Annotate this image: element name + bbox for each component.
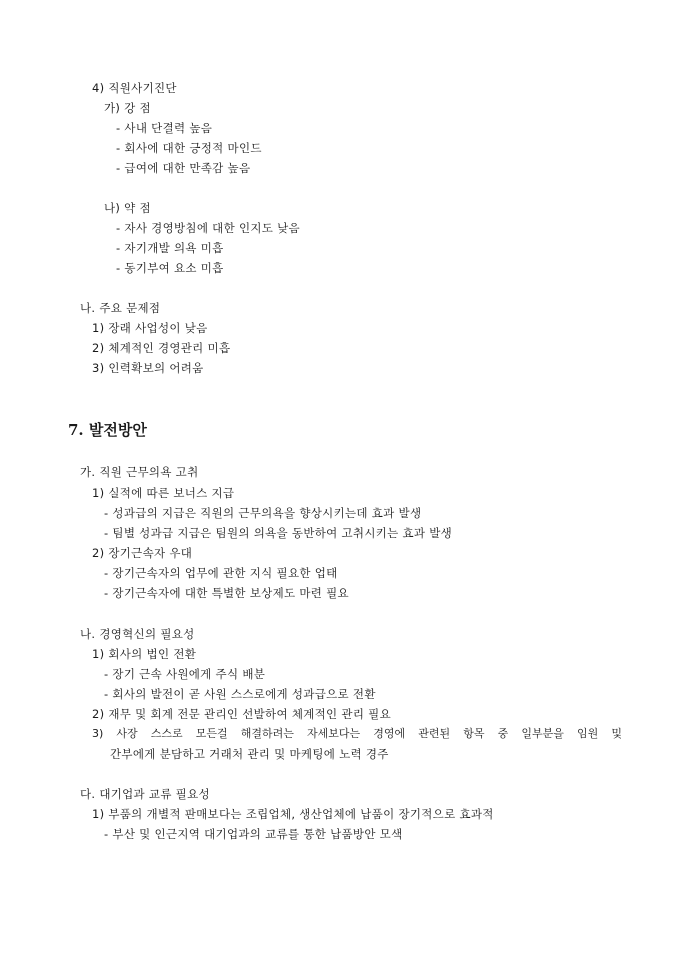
subitem-title: 1) 회사의 법인 전환 xyxy=(92,647,197,661)
subitem-title: 3) 사장 스스로 모든걸 해결하려는 자세보다는 경영에 관련된 항목 중 일부분을 임원 및 xyxy=(92,727,622,740)
subitem-title: 2) 재무 및 회계 전문 관리인 선발하여 체계적인 관리 필요 xyxy=(92,707,391,721)
weakness-item: - 자기개발 의욕 미흡 xyxy=(116,241,224,255)
problems-title: 나. 주요 문제점 xyxy=(80,301,161,315)
problem-item: 1) 장래 사업성이 낮음 xyxy=(92,321,208,335)
problem-item: 2) 체계적인 경영관리 미흡 xyxy=(92,341,231,355)
strength-item: - 급여에 대한 만족감 높음 xyxy=(116,161,251,175)
list-item: - 성과급의 지급은 직원의 근무의욕을 향상시키는데 효과 발생 xyxy=(104,506,422,520)
subitem-title: 2) 장기근속자 우대 xyxy=(92,546,193,560)
list-item: - 장기근속자에 대한 특별한 보상제도 마련 필요 xyxy=(104,586,349,600)
list-item: - 회사의 발전이 곧 사원 스스로에게 성과급으로 전환 xyxy=(104,687,376,701)
item-staff-morale: 4) 직원사기진단 xyxy=(92,81,177,95)
list-item: - 부산 및 인근지역 대기업과의 교류를 통한 납품방안 모색 xyxy=(104,827,403,841)
subsection-title: 다. 대기업과 교류 필요성 xyxy=(80,787,210,801)
weakness-item: - 자사 경영방침에 대한 인지도 낮음 xyxy=(116,221,300,235)
subsection-title: 나. 경영혁신의 필요성 xyxy=(80,627,195,641)
strength-item: - 사내 단결력 높음 xyxy=(116,121,213,135)
weaknesses-title: 나) 약 점 xyxy=(104,201,151,215)
subsection-title: 가. 직원 근무의욕 고취 xyxy=(80,465,199,479)
problem-item: 3) 인력확보의 어려움 xyxy=(92,361,204,375)
list-item: - 팀별 성과급 지급은 팀원의 의욕을 동반하여 고취시키는 효과 발생 xyxy=(104,526,453,540)
strength-item: - 회사에 대한 긍정적 마인드 xyxy=(116,141,262,155)
strengths-title: 가) 강 점 xyxy=(104,101,151,115)
subitem-title: 1) 실적에 따른 보너스 지급 xyxy=(92,486,235,500)
section-heading: 7. 발전방안 xyxy=(68,421,147,439)
subitem-title: 1) 부품의 개별적 판매보다는 조립업체, 생산업체에 납품이 장기적으로 효과적 xyxy=(92,807,494,821)
weakness-item: - 동기부여 요소 미흡 xyxy=(116,261,224,275)
list-item: - 장기근속자의 업무에 관한 지식 필요한 업태 xyxy=(104,566,338,580)
subitem-continuation: 간부에게 분담하고 거래처 관리 및 마케팅에 노력 경주 xyxy=(110,747,389,761)
list-item: - 장기 근속 사원에게 주식 배분 xyxy=(104,667,266,681)
